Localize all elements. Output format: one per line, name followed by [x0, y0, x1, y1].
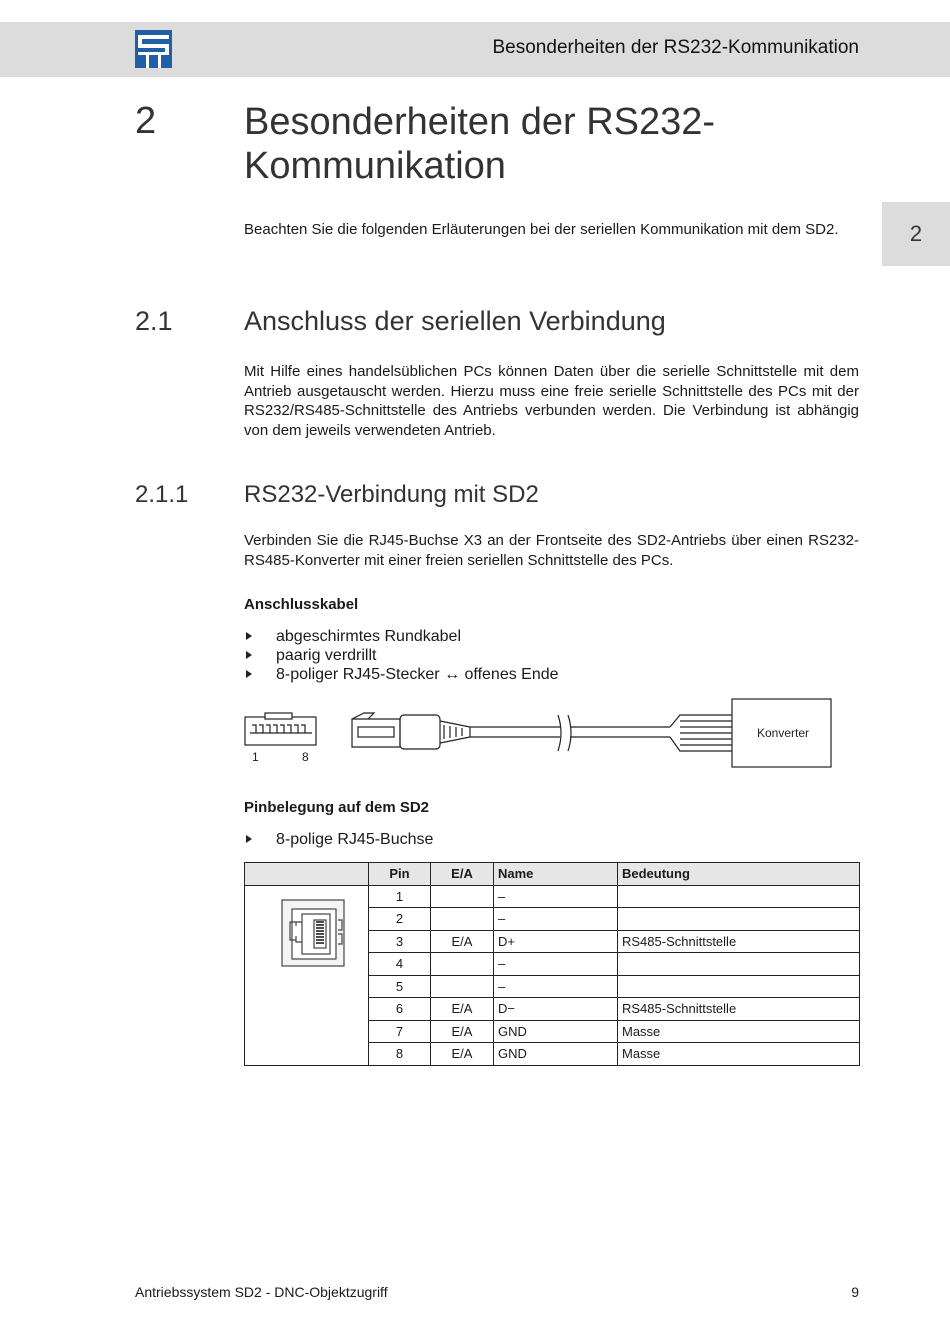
- cell-pin: 6: [369, 998, 431, 1021]
- cable-diagram: [240, 697, 840, 769]
- rj45-plug-side-icon: [352, 713, 470, 749]
- chapter-number: 2: [135, 100, 157, 142]
- cell-pin: 5: [369, 975, 431, 998]
- section-paragraph: Mit Hilfe eines handelsüblichen PCs können Daten über die serielle Schnittstelle mit dem Antrieb ausgetauscht werden. Hierzu muss eine freie serielle Schnittstelle des PCs mit der RS232/RS485-Schnittstelle des Antriebs verbunden werden. Die Verbindung ist abhängig von dem jeweils verwendeten Antrieb.: [244, 363, 859, 439]
- cell-pin: 7: [369, 1020, 431, 1043]
- cell-pin: 1: [369, 885, 431, 908]
- chapter-tab: 2: [882, 202, 950, 266]
- bullet-triangle-icon: [246, 632, 252, 640]
- footer-doc-title: Antriebssystem SD2 - DNC-Objektzugriff: [135, 1284, 388, 1300]
- cell-meaning: RS485-Schnittstelle: [618, 998, 860, 1021]
- cell-meaning: [618, 953, 860, 976]
- subsection-number: 2.1.1: [135, 481, 189, 508]
- pin-last-label: 8: [302, 750, 309, 764]
- cell-name: D+: [494, 930, 618, 953]
- column-header-pin: Pin: [369, 863, 431, 886]
- pinout-table: [244, 862, 860, 1066]
- subsection-title: RS232-Verbindung mit SD2: [244, 481, 539, 508]
- cell-name: –: [494, 975, 618, 998]
- cell-name: –: [494, 953, 618, 976]
- cell-meaning: Masse: [618, 1043, 860, 1066]
- cell-ea: [431, 908, 494, 931]
- cell-ea: E/A: [431, 930, 494, 953]
- bullet-triangle-icon: [246, 651, 252, 659]
- cell-pin: 4: [369, 953, 431, 976]
- header-blank-cell: [245, 863, 369, 886]
- cell-meaning: [618, 975, 860, 998]
- bullet-item: 8-poliger RJ45-Stecker ↔ offenes Ende: [244, 665, 559, 684]
- table-row: [245, 885, 860, 908]
- rj45-plug-front-icon: [245, 713, 316, 745]
- cell-ea: E/A: [431, 1020, 494, 1043]
- column-header-ea: E/A: [431, 863, 494, 886]
- company-logo: [135, 30, 172, 68]
- cell-ea: E/A: [431, 998, 494, 1021]
- cell-ea: [431, 953, 494, 976]
- cable-heading: Anschlusskabel: [244, 596, 359, 613]
- pinout-bullet-list: [244, 830, 433, 849]
- running-header-title: Besonderheiten der RS232-Kommunikation: [492, 37, 859, 58]
- cable-bullet-list: [244, 627, 559, 684]
- cell-name: GND: [494, 1020, 618, 1043]
- section-number: 2.1: [135, 306, 173, 336]
- cell-pin: 8: [369, 1043, 431, 1066]
- cell-meaning: [618, 908, 860, 931]
- cell-ea: E/A: [431, 1043, 494, 1066]
- cell-name: –: [494, 885, 618, 908]
- cell-meaning: RS485-Schnittstelle: [618, 930, 860, 953]
- rj45-socket-image-cell: [245, 885, 369, 1065]
- rj45-socket-icon: [252, 892, 362, 982]
- cell-pin: 3: [369, 930, 431, 953]
- bullet-triangle-icon: [246, 835, 252, 843]
- column-header-name: Name: [494, 863, 618, 886]
- converter-label: Konverter: [757, 726, 810, 740]
- footer-page-number: 9: [851, 1284, 859, 1300]
- cell-ea: [431, 885, 494, 908]
- column-header-meaning: Bedeutung: [618, 863, 860, 886]
- cell-pin: 2: [369, 908, 431, 931]
- subsection-paragraph: Verbinden Sie die RJ45-Buchse X3 an der Frontseite des SD2-Antriebs über einen RS232-RS485-Konverter mit einer freien seriellen Schnittstelle des PCs.: [244, 532, 859, 569]
- pin-first-label: 1: [252, 750, 259, 764]
- bullet-item: 8-polige RJ45-Buchse: [244, 830, 433, 849]
- cell-name: GND: [494, 1043, 618, 1066]
- chapter-title: Besonderheiten der RS232-Kommunikation: [244, 101, 716, 187]
- chapter-intro: Beachten Sie die folgenden Erläuterungen bei der seriellen Kommunikation mit dem SD2.: [244, 221, 839, 238]
- bullet-triangle-icon: [246, 670, 252, 678]
- table-header-row: [245, 863, 860, 886]
- bullet-item: abgeschirmtes Rundkabel: [244, 627, 559, 646]
- pinout-heading: Pinbelegung auf dem SD2: [244, 799, 430, 816]
- cell-meaning: [618, 885, 860, 908]
- section-title: Anschluss der seriellen Verbindung: [244, 306, 666, 336]
- cell-meaning: Masse: [618, 1020, 860, 1043]
- bullet-item: paarig verdrillt: [244, 646, 559, 665]
- cell-ea: [431, 975, 494, 998]
- cell-name: –: [494, 908, 618, 931]
- cell-name: D−: [494, 998, 618, 1021]
